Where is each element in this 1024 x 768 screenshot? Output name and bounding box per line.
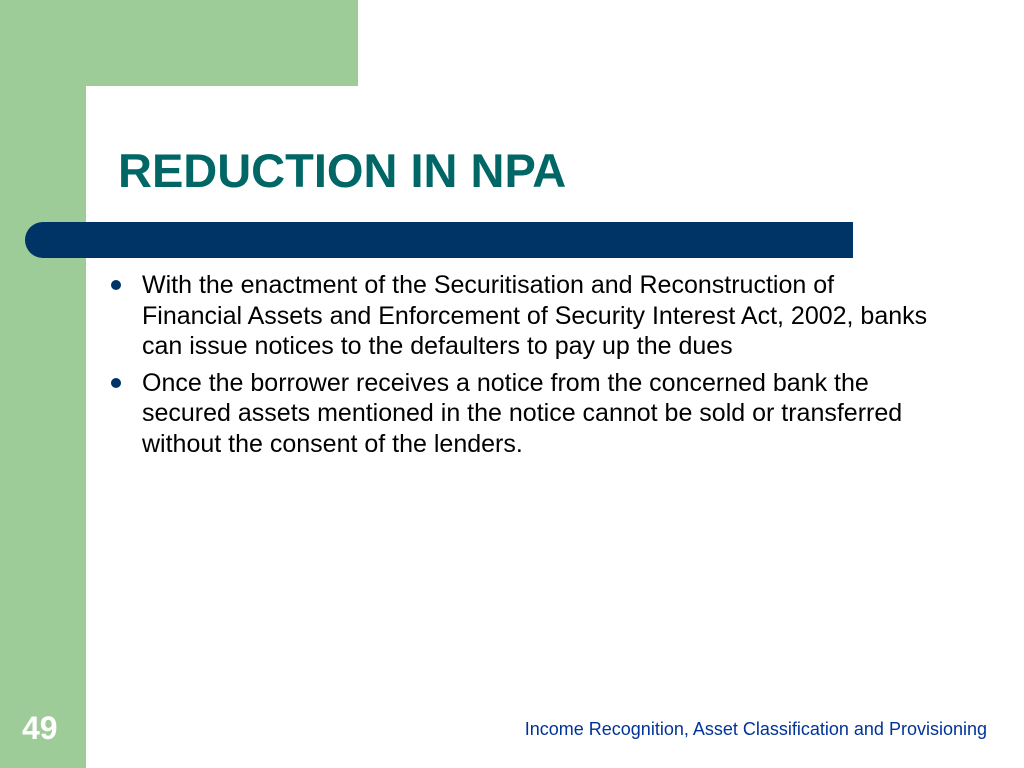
footer-text: Income Recognition, Asset Classification and Provisioning <box>524 719 987 739</box>
bullet-item <box>100 270 940 362</box>
bullet-text: With the enactment of the Securitisation and Reconstruction of Financial Assets and Enforcement of Security Interest Act, 2002, banks can issue notices to the defaulters to pay up the dues <box>142 271 928 360</box>
title-underline-bar <box>25 222 853 258</box>
bullet-item <box>100 368 940 460</box>
bullet-dot-icon <box>111 378 121 388</box>
slide-title: REDUCTION IN NPA <box>118 144 567 197</box>
slide-number: 49 <box>22 710 58 746</box>
bullet-list <box>100 270 940 465</box>
bullet-text: Once the borrower receives a notice from the concerned bank the secured assets mentioned in the notice cannot be sold or transferred without the consent of the lenders. <box>142 368 903 458</box>
decorative-green-band-left <box>0 0 86 768</box>
bullet-dot-icon <box>111 280 121 290</box>
